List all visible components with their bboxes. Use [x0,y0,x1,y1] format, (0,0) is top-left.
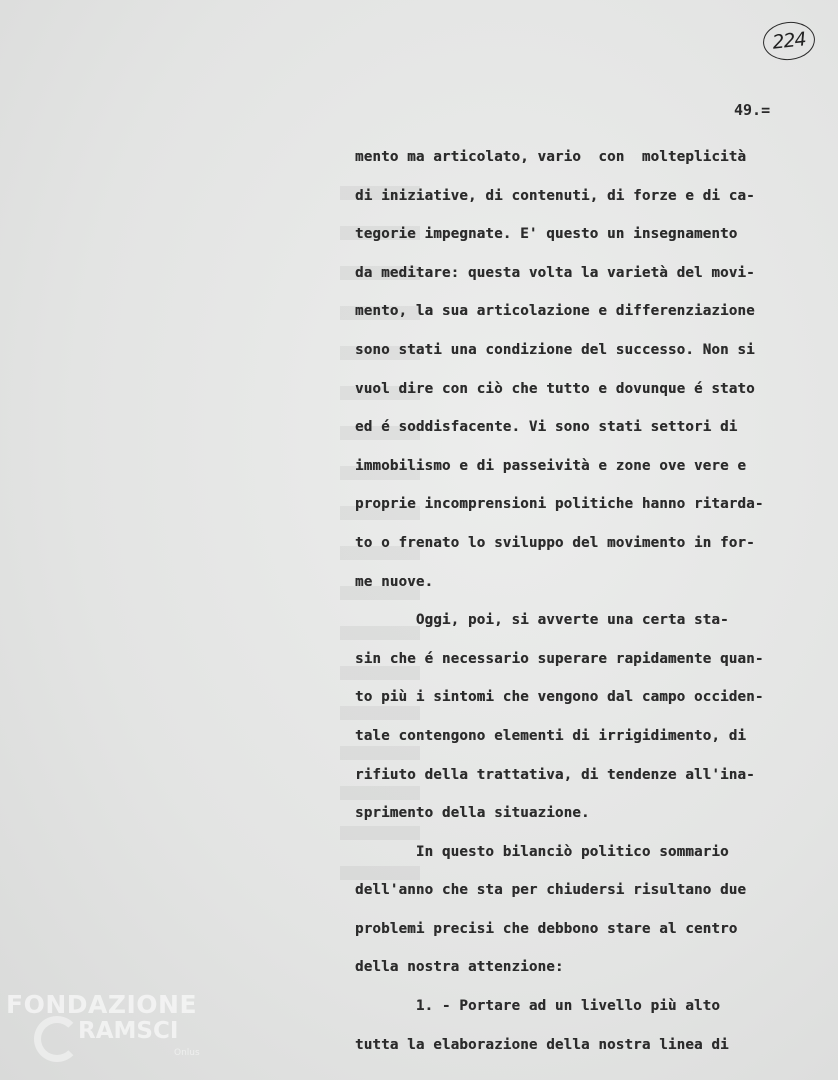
text-line: proprie incomprensioni politiche hanno ritarda- [355,496,764,513]
text-line: me nuove. [355,573,434,590]
fondazione-gramsci-watermark [6,988,216,1068]
text-line: vuol dire con ciò che tutto e dovunque é stato [355,380,755,397]
text-line: di iniziative, di contenuti, di forze e di ca- [355,187,755,204]
text-line: problemi precisi che debbono stare al centro [355,920,738,937]
watermark-small-text: Onlus [174,1048,200,1058]
text-line: to più i sintomi che vengono dal campo occiden- [355,689,764,706]
text-line: dell'anno che sta per chiudersi risultano due [355,882,747,899]
text-line: sin che é necessario superare rapidamente quan- [355,650,764,667]
text-line: 1. - Portare ad un livello più alto [355,998,721,1015]
text-line: sono stati una condizione del successo. Non si [355,341,755,358]
page-number: 49.= [734,101,771,119]
g-logo-icon [34,1016,80,1062]
text-line: sprimento della situazione. [355,805,590,822]
text-line: tutta la elaborazione della nostra linea di [355,1036,729,1053]
text-line: tegorie impegnate. E' questo un insegnamento [355,226,738,243]
text-line: rifiuto della trattativa, di tendenze all'ina- [355,766,755,783]
typed-text-body [355,146,825,1072]
text-line: ed é soddisfacente. Vi sono stati settori di [355,419,738,436]
text-line: immobilismo e di passeività e zone ove vere e [355,457,747,474]
text-line: mento, la sua articolazione e differenziazione [355,303,755,320]
text-line: Oggi, poi, si avverte una certa sta- [355,612,729,629]
watermark-top-text: FONDAZIONE [6,990,198,1019]
text-line: to o frenato lo sviluppo del movimento in for- [355,534,755,551]
folio-number: 224 [771,28,807,54]
folio-mark [761,19,817,62]
text-line: tale contengono elementi di irrigidimento, di [355,727,747,744]
text-line: da meditare: questa volta la varietà del movi- [355,264,755,281]
text-line: mento ma articolato, vario con molteplicità [355,149,747,165]
watermark-bottom-text: RAMSCI [78,1018,179,1044]
text-line: della nostra attenzione: [355,959,564,976]
text-line: In questo bilanciò politico sommario [355,843,729,860]
